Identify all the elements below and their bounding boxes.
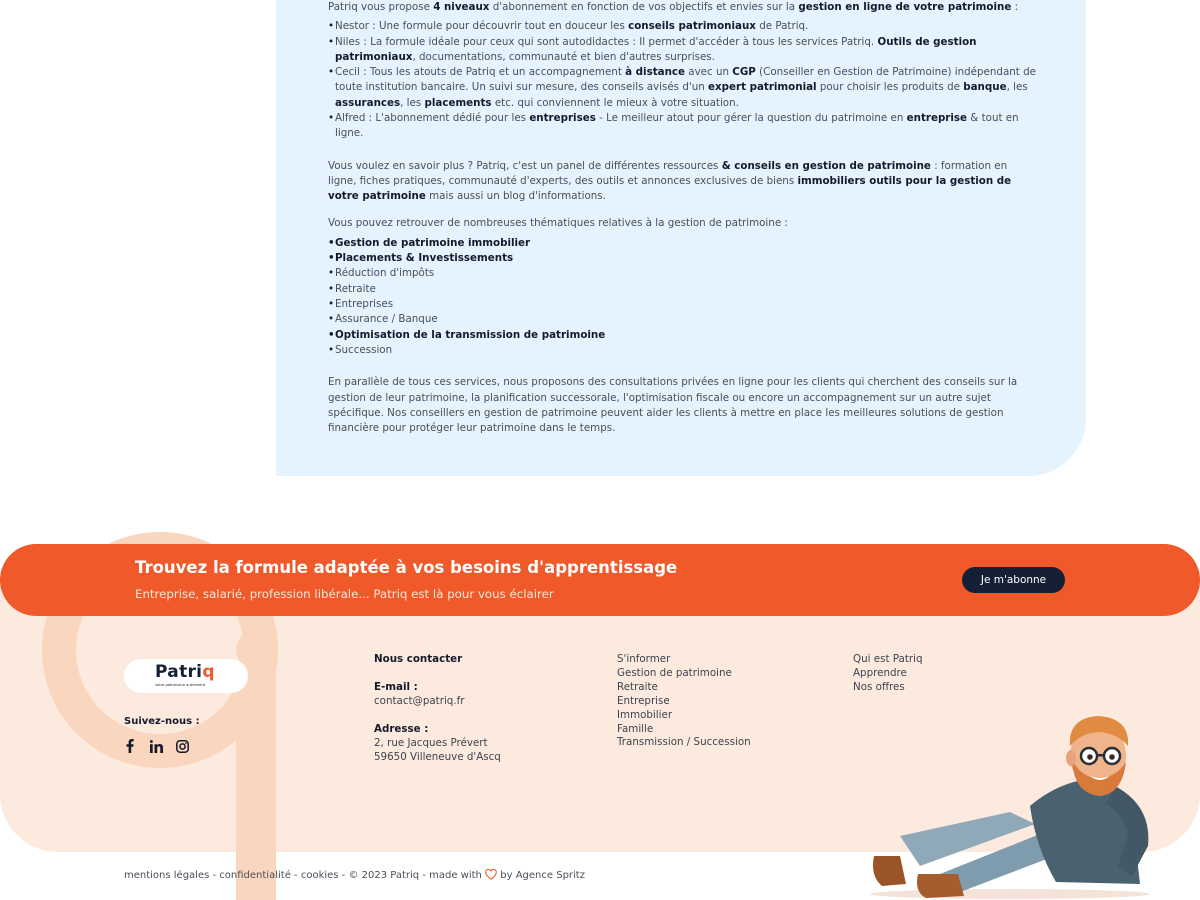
mascot-illustration [860, 716, 1160, 900]
linkedin-icon[interactable] [148, 738, 164, 754]
contact-heading: Nous contacter [374, 653, 463, 665]
themes-intro: Vous pouvez retrouver de nombreuses thématiques relatives à la gestion de patrimoine : [328, 216, 788, 229]
heart-icon [485, 869, 497, 880]
logo-tagline: votre patrimoine autrement [155, 683, 206, 687]
article-panel [276, 0, 1086, 476]
tier-item: • Nestor : Une formule pour découvrir tout en douceur les conseils patrimoniaux de Patriq. [328, 19, 1038, 34]
footer-nav-informer [617, 653, 751, 750]
footer-nav-link[interactable]: S'informer [617, 653, 671, 665]
intro-paragraph: Patriq vous propose 4 niveaux d'abonnement en fonction de vos objectifs et envies sur la gestion en ligne de votre patrimoine : [328, 1, 1019, 13]
copyright: © 2023 Patriq [348, 870, 420, 881]
footer-nav-link[interactable]: Retraite [617, 680, 658, 693]
closing-paragraph: En parallèle de tous ces services, nous proposons des consultations privées en ligne pour les clients qui cherchent des conseils sur la gestion de leur patrimoine, la planification successorale, l'optimisation fiscale ou encore un accompagnement sur un autre sujet spécifique. Nos conseillers en gestion de patrimoine peuvent aider les clients à mettre en place les meilleures solutions de gestion financière pour protéger leur patrimoine dans le temps. [328, 376, 1018, 435]
theme-item: • Réduction d'impôts [328, 266, 1038, 281]
tier-item: • Alfred : L'abonnement dédié pour les entreprises - Le meilleur atout pour gérer la question du patrimoine en entreprise & tout en ligne. [328, 111, 1038, 142]
cta-subtitle: Entreprise, salarié, profession libérale... Patriq est là pour vous éclairer [135, 587, 554, 601]
logo-wordmark: Patriq [155, 662, 215, 682]
theme-item: • Succession [328, 343, 1038, 358]
theme-item: • Placements & Investissements [328, 251, 1038, 266]
footer-nav-link[interactable]: Famille [617, 722, 654, 735]
footer-nav-link[interactable]: Nos offres [853, 680, 905, 693]
theme-item: • Optimisation de la transmission de patrimoine [328, 328, 1038, 343]
address-line-2: 59650 Villeneuve d'Ascq [374, 750, 501, 763]
theme-item: • Gestion de patrimoine immobilier [328, 236, 1038, 251]
footer-logo[interactable] [124, 659, 248, 693]
contact-column [374, 653, 501, 764]
footer-nav-about [853, 653, 923, 695]
more-paragraph: Vous voulez en savoir plus ? Patriq, c'est un panel de différentes ressources & conseils en gestion de patrimoine : formation en ligne, fiches pratiques, communauté d'experts, des outils et annonces exclusives de biens immobiliers outils pour la gestion de votre patrimoine mais aussi un blog d'informations. [328, 159, 1012, 203]
footer-nav-link[interactable]: Transmission / Succession [617, 736, 751, 749]
cookies-link[interactable]: cookies [300, 870, 339, 881]
footer-nav-link[interactable]: Qui est Patriq [853, 653, 923, 665]
agency-link[interactable]: by Agence Spritz [500, 870, 585, 881]
privacy-link[interactable]: confidentialité [219, 870, 291, 881]
follow-label: Suivez-nous : [124, 716, 200, 727]
footer-nav-link[interactable]: Apprendre [853, 666, 907, 679]
cta-banner [0, 544, 1200, 616]
email-link[interactable]: contact@patriq.fr [374, 694, 465, 707]
footer-nav-link[interactable]: Immobilier [617, 708, 673, 721]
facebook-icon[interactable] [122, 738, 138, 754]
social-links [122, 738, 190, 754]
themes-list [328, 236, 1038, 358]
article-body [328, 0, 1038, 436]
tier-list [328, 19, 1038, 141]
legal-bar: mentions légales - confidentialité - cookies - © 2023 Patriq - made with by Agence Spritz [124, 870, 585, 881]
instagram-icon[interactable] [174, 738, 190, 754]
theme-item: • Assurance / Banque [328, 312, 1038, 327]
tier-item: • Cecil : Tous les atouts de Patriq et un accompagnement à distance avec un CGP (Conseiller en Gestion de Patrimoine) indépendant de toute institution bancaire. Un suivi sur mesure, des conseils avisés d'un expert patrimonial pour choisir les produits de banque, les assurances, les placements etc. qui conviennent le mieux à votre situation. [328, 65, 1038, 111]
made-with-label: made with [429, 870, 482, 881]
theme-item: • Entreprises [328, 297, 1038, 312]
address-label: Adresse : [374, 722, 429, 735]
subscribe-button[interactable]: Je m'abonne [962, 567, 1065, 593]
tier-item: • Niles : La formule idéale pour ceux qui sont autodidactes : Il permet d'accéder à tous les services Patriq. Outils de gestion patrimoniaux, documentations, communauté et bien d'autres surprises. [328, 35, 1038, 66]
address-line-1: 2, rue Jacques Prévert [374, 736, 488, 749]
cta-title: Trouvez la formule adaptée à vos besoins d'apprentissage [135, 558, 678, 577]
email-label: E-mail : [374, 680, 418, 693]
theme-item: • Retraite [328, 282, 1038, 297]
footer-nav-link[interactable]: Entreprise [617, 694, 670, 707]
footer-nav-link[interactable]: Gestion de patrimoine [617, 666, 732, 679]
legal-mentions-link[interactable]: mentions légales [124, 870, 210, 881]
